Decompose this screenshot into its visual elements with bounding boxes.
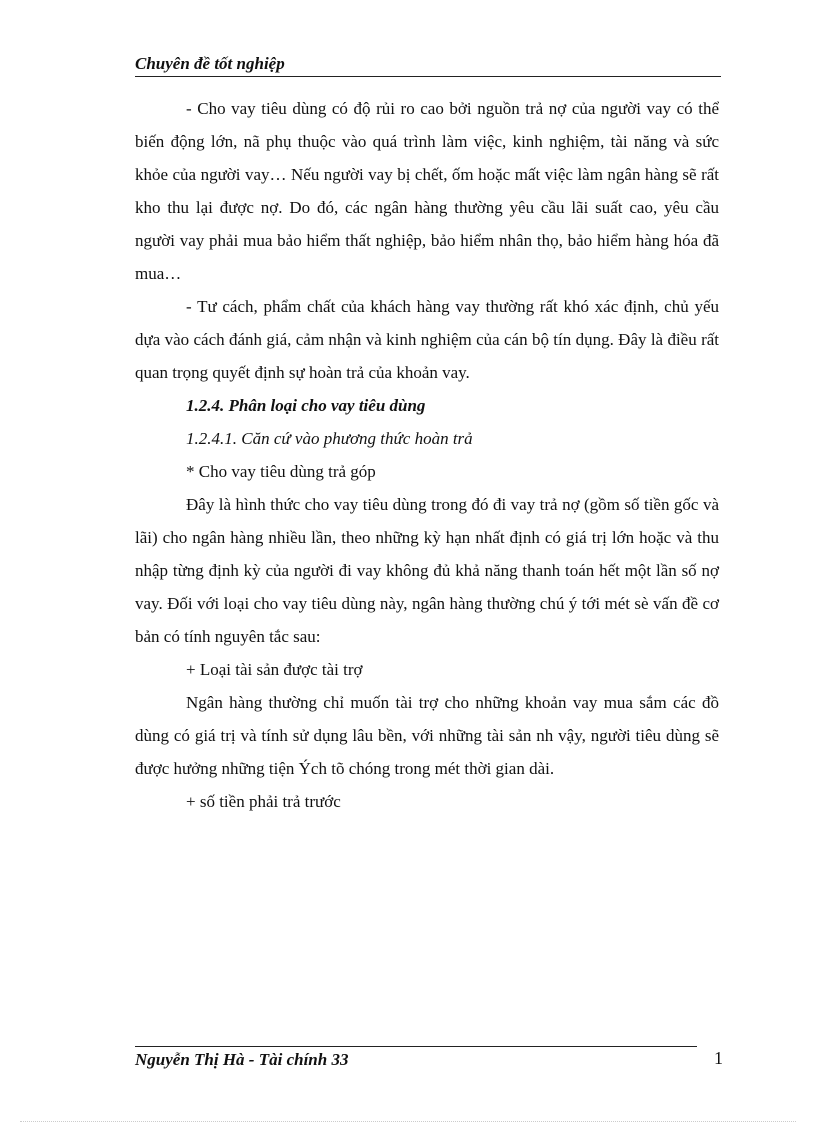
paragraph-down-payment: + số tiền phải trả trước — [186, 792, 341, 811]
page-header-title: Chuyên đề tốt nghiệp — [135, 54, 285, 73]
paragraph-installment-title: * Cho vay tiêu dùng trả góp — [186, 462, 376, 481]
section-heading: 1.2.4. Phân loại cho vay tiêu dùng — [186, 396, 426, 415]
paragraph-risk: - Cho vay tiêu dùng có độ rủi ro cao bởi nguồn trả nợ của người vay có thể biến động lớn, nã phụ thuộc vào quá trình làm việc, kinh nghiệm, tài năng và sức khỏe của người vay… Nếu người vay bị chết, ốm hoặc mất việc làm ngân hàng sẽ rất kho thu lại được nợ. Do đó, các ngân hàng thường yêu cầu lãi suất cao, yêu cầu người vay phải mua bảo hiểm thất nghiệp, bảo hiểm nhân thọ, bảo hiểm hàng hóa đã mua… — [135, 99, 719, 283]
paragraph-asset-type: + Loại tài sản được tài trợ — [186, 660, 363, 679]
footer-author: Nguyễn Thị Hà - Tài chính 33 — [135, 1050, 349, 1069]
paragraph-installment-definition: Đây là hình thức cho vay tiêu dùng trong đó đi vay trả nợ (gồm số tiền gốc và lãi) cho ngân hàng nhiều lần, theo những kỳ hạn nhất định có giá trị lớn hoặc và thu nhập từng định kỳ của người đi vay không đủ khả năng thanh toán hết một lần số nợ vay. Đối với loại cho vay tiêu dùng này, ngân hàng thường chú ý tới mét sè vấn đề cơ bản có tính nguyên tắc sau: — [135, 495, 719, 646]
paragraph-character: - Tư cách, phẩm chất của khách hàng vay thường rất khó xác định, chủ yếu dựa vào cách đánh giá, cảm nhận và kinh nghiệm của cán bộ tín dụng. Đây là điều rất quan trọng quyết định sự hoàn trả của khoản vay. — [135, 297, 719, 382]
page-edge — [20, 1121, 796, 1122]
page-number: 1 — [714, 1048, 723, 1068]
document-body — [135, 92, 719, 818]
footer-divider — [135, 1046, 697, 1047]
header-divider — [135, 76, 721, 77]
subsection-heading: 1.2.4.1. Căn cứ vào phương thức hoàn trả — [186, 429, 473, 448]
paragraph-asset-description: Ngân hàng thường chỉ muốn tài trợ cho những khoản vay mua sắm các đồ dùng có giá trị và tính sử dụng lâu bền, với những tài sản nh vậy, người tiêu dùng sẽ được hưởng những tiện Ých tõ chóng trong mét thời gian dài. — [135, 693, 719, 778]
